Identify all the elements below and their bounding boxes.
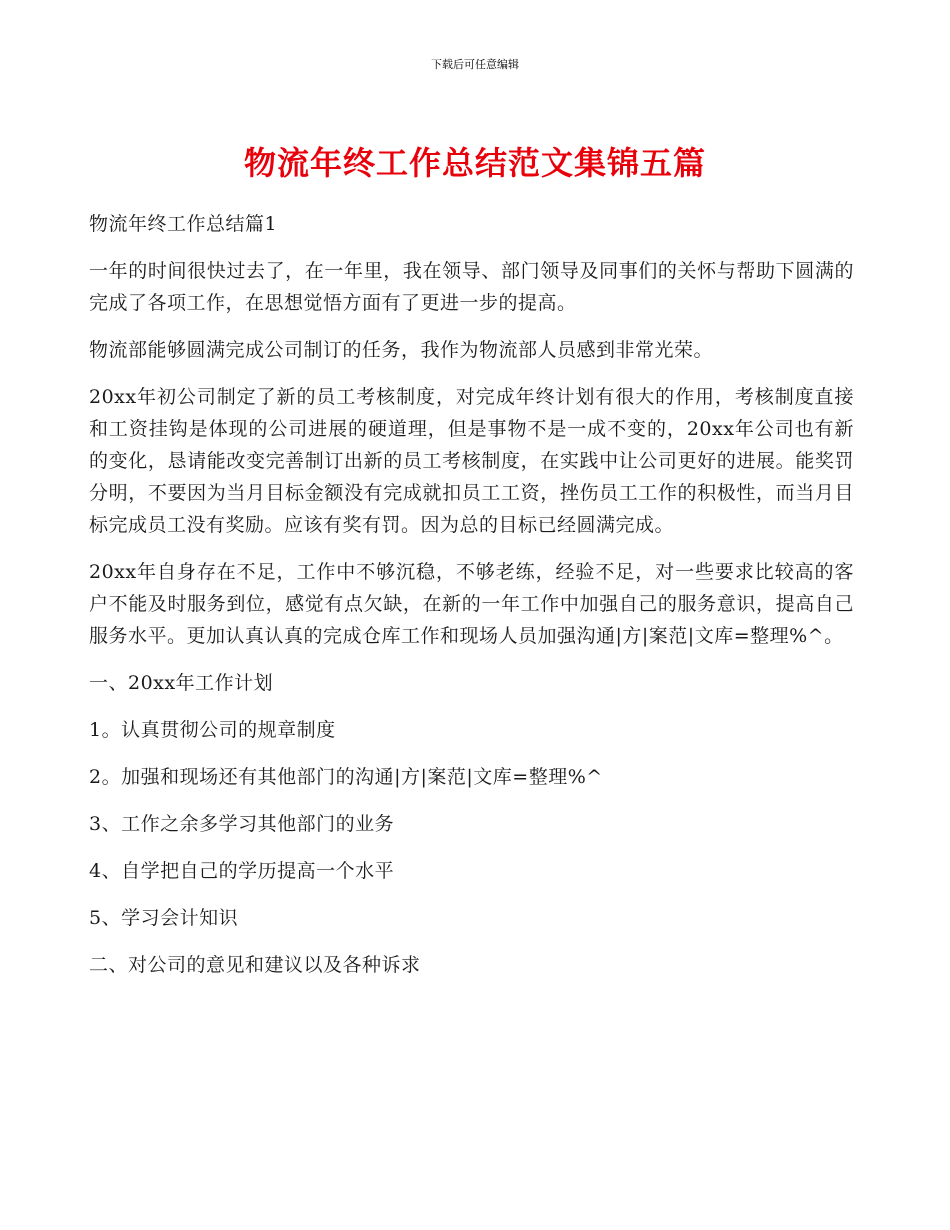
list-item: 5、学习会计知识 <box>89 907 239 929</box>
list-item: 2。加强和现场还有其他部门的沟通|方|案范|文库=整理%^ <box>89 766 603 788</box>
paragraph: 20xx年初公司制定了新的员工考核制度，对完成年终计划有很大的作用，考核制度直接和工资挂钩是体现的公司进展的硬道理，但是事物不是一成不变的，20xx年公司也有新的变化，恳请能改变完善制订出新的员工考核制度，在实践中让公司更好的进展。能奖罚分明，不要因为当月目标金额没有完成就扣员工工资，挫伤员工工作的积极性，而当月目标完成员工没有奖励。应该有奖有罚。因为总的目标已经圆满完成。 <box>89 386 854 536</box>
header-note: 下载后可任意编辑 <box>431 58 519 71</box>
list-item: 3、工作之余多学习其他部门的业务 <box>89 813 395 835</box>
document-title: 物流年终工作总结范文集锦五篇 <box>243 144 706 182</box>
paragraph: 一年的时间很快过去了，在一年里，我在领导、部门领导及同事们的关怀与帮助下圆满的完成了各项工作，在思想觉悟方面有了更进一步的提高。 <box>89 260 854 314</box>
paragraph: 20xx年自身存在不足，工作中不够沉稳，不够老练，经验不足，对一些要求比较高的客户不能及时服务到位，感觉有点欠缺，在新的一年工作中加强自己的服务意识，提高自己服务水平。更加认真认真的完成仓库工作和现场人员加强沟通|方|案范|文库=整理%^。 <box>89 561 854 647</box>
section-heading: 物流年终工作总结篇1 <box>89 213 278 235</box>
list-item: 4、自学把自己的学历提高一个水平 <box>89 860 395 882</box>
list-item: 1。认真贯彻公司的规章制度 <box>89 719 336 741</box>
section-heading: 二、对公司的意见和建议以及各种诉求 <box>89 954 421 976</box>
document-body <box>89 208 854 996</box>
paragraph: 物流部能够圆满完成公司制订的任务，我作为物流部人员感到非常光荣。 <box>89 339 714 361</box>
section-heading: 一、20xx年工作计划 <box>89 672 274 694</box>
